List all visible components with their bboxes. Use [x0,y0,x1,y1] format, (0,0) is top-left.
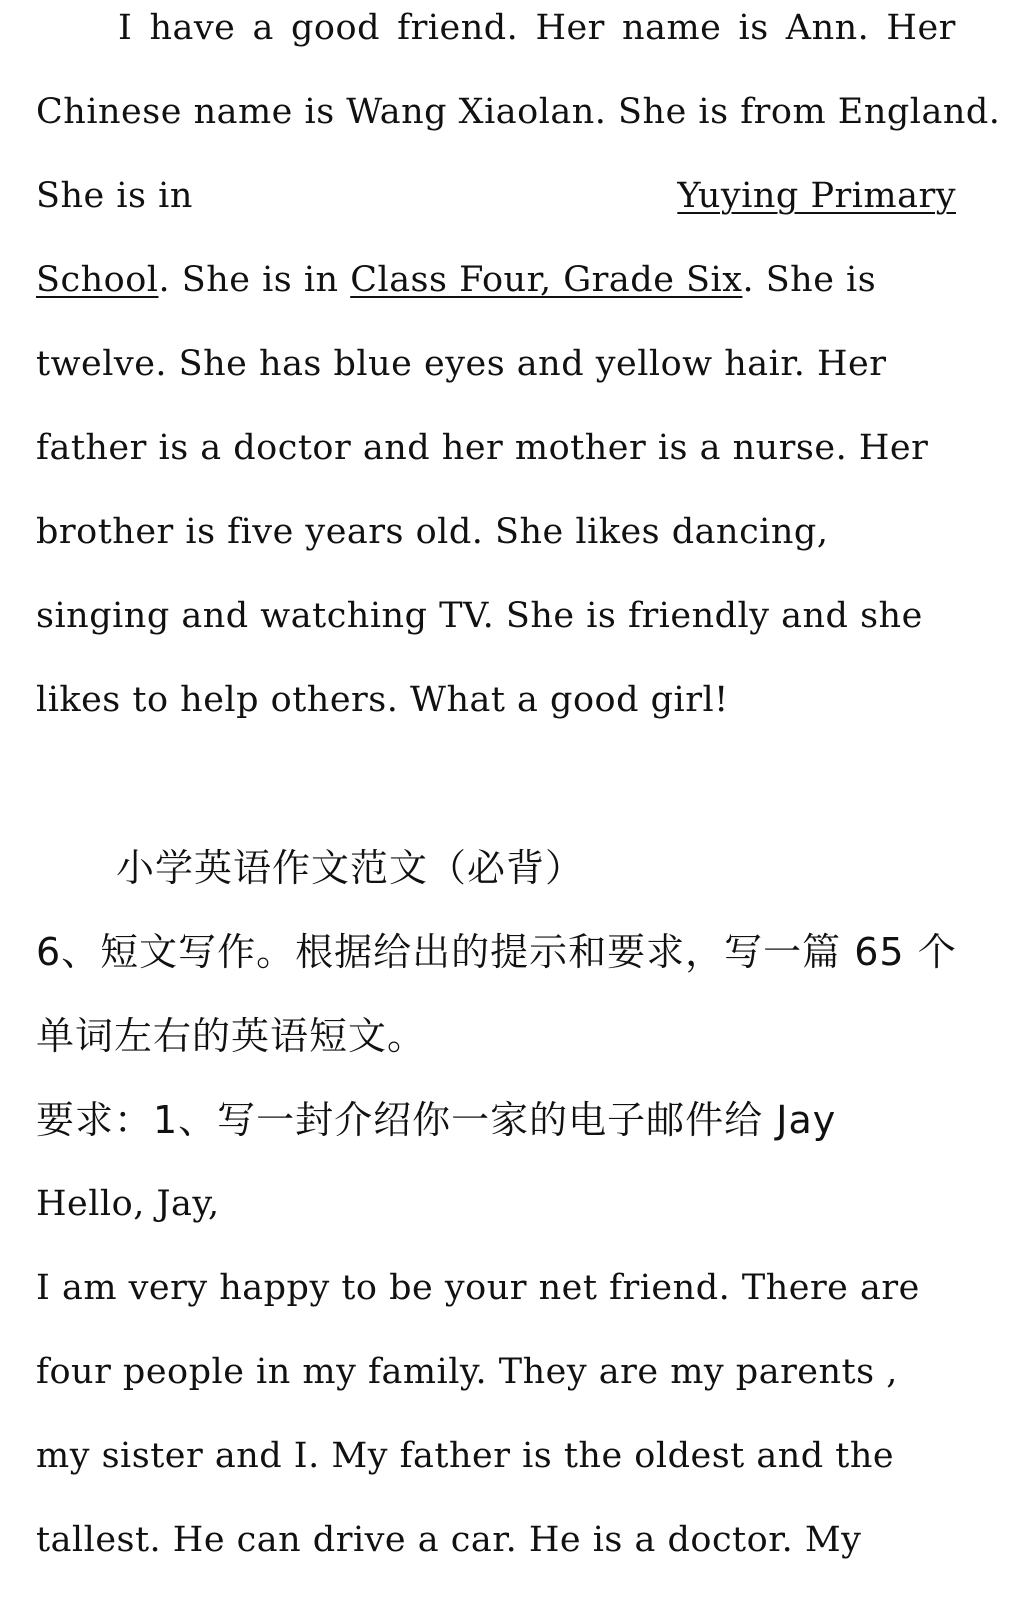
passage1-line-5: twelve. She has blue eyes and yellow hair. Her [36,344,887,384]
word: I [118,8,133,48]
word: Her [886,8,956,48]
task-line-2: 单词左右的英语短文。 [36,1014,427,1058]
word: Her [535,8,605,48]
passage1-line-4 [36,256,996,304]
passage1-line-2: Chinese name is Wang Xiaolan. She is from England. [36,92,1001,132]
passage1-line-6: father is a doctor and her mother is a nurse. Her [36,428,929,468]
passage1-line-3 [36,172,956,220]
word: Ann. [785,8,870,48]
word: good [291,8,380,48]
passage2-line-3: my sister and I. My father is the oldest and the [36,1436,895,1476]
passage2-line-2: four people in my family. They are my parents , [36,1352,898,1392]
passage1-line-9: likes to help others. What a good girl! [36,680,729,720]
word: name [622,8,722,48]
passage1-line-1 [118,4,956,52]
underlined-class-grade: Class Four, Grade Six [350,260,743,300]
passage2-line-4: tallest. He can drive a car. He is a doctor. My [36,1520,862,1560]
task-line-3: 要求：1、写一封介绍你一家的电子邮件给 Jay [36,1098,837,1142]
word: is [738,8,769,48]
passage1-line-7: brother is five years old. She likes dancing, [36,512,829,552]
passage1-line-8: singing and watching TV. She is friendly and she [36,596,923,636]
passage2-line-1: I am very happy to be your net friend. There are [36,1268,920,1308]
section-title: 小学英语作文范文（必背） [116,846,585,890]
word: a [252,8,274,48]
text-segment: . She is in [158,260,351,300]
word: have [149,8,236,48]
underlined-school-name: Yuying Primary [677,176,956,216]
passage2-greeting: Hello, Jay, [36,1184,220,1224]
word: friend. [397,8,519,48]
text-segment: She is in [36,176,193,216]
task-line-1: 6、短文写作。根据给出的提示和要求，写一篇 65 个 [36,930,957,974]
underlined-school-name-end: School [36,260,159,300]
text-segment: . She is [742,260,877,300]
